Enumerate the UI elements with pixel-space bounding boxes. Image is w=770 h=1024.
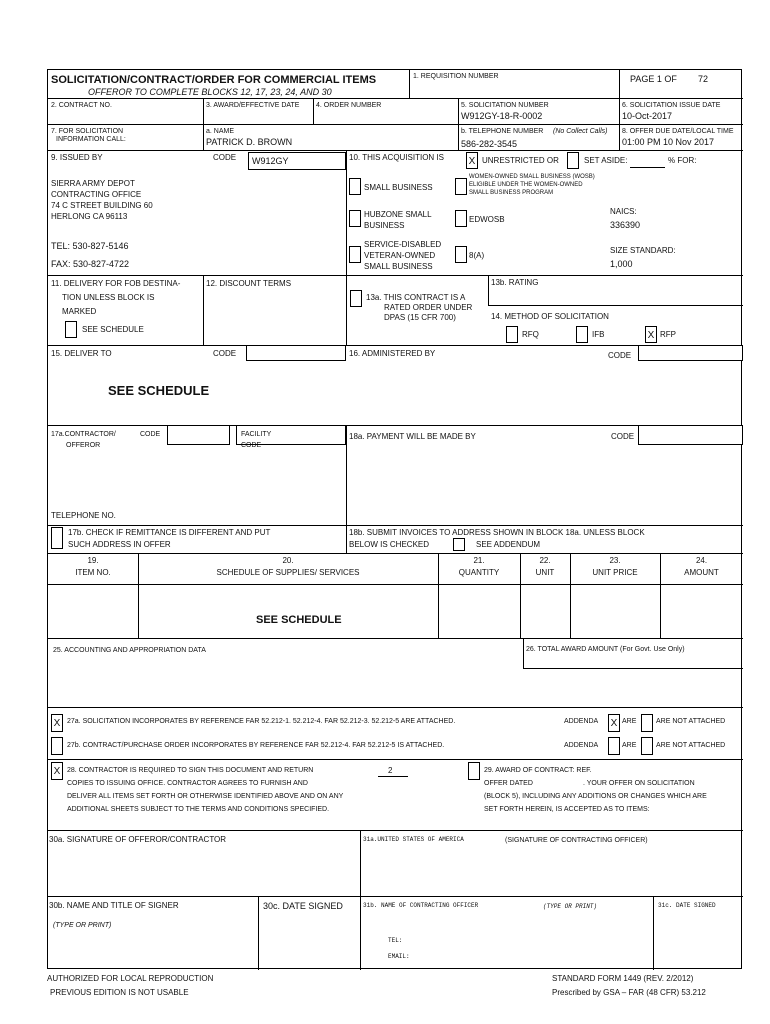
hubzone-label-2: BUSINESS [364,221,405,230]
size-standard-label: SIZE STANDARD: [610,246,676,255]
28-copies: 2 [388,766,393,775]
27a-text: 27a. SOLICITATION INCORPORATES BY REFERENCE FAR 52.212-1. 52.212-4. FAR 52.212-3. 52.212-5 ARE ATTACHED. [67,718,456,725]
27b-addenda: ADDENDA [564,742,599,749]
administered-code-box[interactable] [638,345,743,361]
27b-are-checkbox[interactable] [608,737,620,755]
deliver-to-value: SEE SCHEDULE [108,383,210,398]
rated-label-2: RATED ORDER UNDER [384,303,473,312]
29-line2b: . YOUR OFFER ON SOLICITATION [583,780,695,787]
invoice-label-3: SEE ADDENDUM [476,540,541,549]
order-number-label: 4. ORDER NUMBER [316,102,382,109]
payment-code-label: CODE [611,432,635,441]
27b-checkbox[interactable] [51,737,63,755]
ifb-checkbox[interactable] [576,326,588,343]
co-date-label: 31c. DATE SIGNED [658,902,716,909]
rating-label: 13b. RATING [491,278,539,287]
set-aside-pct-line[interactable] [630,167,665,168]
issued-by-code: W912GY [252,156,289,166]
27b-text: 27b. CONTRACT/PURCHASE ORDER INCORPORATES BY REFERENCE FAR 52.212-4. FAR 52.212-5 IS ATTACHED. [67,742,445,749]
usa-label: 31a.UNITED STATES OF AMERICA [363,836,464,843]
edwosb-checkbox[interactable] [455,210,467,227]
hubzone-label-1: HUBZONE SMALL [364,210,432,219]
phone-label: b. TELEPHONE NUMBER [461,128,544,135]
rfq-checkbox[interactable] [506,326,518,343]
27b-are: ARE [622,742,637,749]
27a-checkbox[interactable]: X [51,714,63,732]
facility-label-1: FACILITY [241,431,272,438]
col-unit-num: 22. [539,556,551,565]
rated-label-3: DPAS (15 CFR 700) [384,313,456,322]
contact-name: PATRICK D. BROWN [206,137,293,147]
issue-date-label: 6. SOLICITATION ISSUE DATE [622,102,721,109]
wosb-checkbox[interactable] [455,178,467,195]
29-line1: 29. AWARD OF CONTRACT: REF. [484,767,592,774]
co-type-print: (TYPE OR PRINT) [543,903,598,910]
29-line2: OFFER DATED [484,780,533,787]
col-schedule-num: 20. [282,556,294,565]
for-info-label-2: INFORMATION CALL: [56,136,126,143]
eight-a-label: 8(A) [469,251,485,260]
schedule-body: SEE SCHEDULE [256,614,342,626]
invoice-label-1: 18b. SUBMIT INVOICES TO ADDRESS SHOWN IN BLOCK 18a. UNLESS BLOCK [349,528,645,537]
contract-no-label: 2. CONTRACT NO. [51,102,112,109]
name-label: a. NAME [206,128,235,135]
27a-are-checkbox[interactable]: X [608,714,620,732]
29-line3: (BLOCK 5), INCLUDING ANY ADDITIONS OR CHANGES WHICH ARE [484,793,707,800]
wosb-label-2: ELIGIBLE UNDER THE WOMEN-OWNED [469,182,583,188]
sdvosb-label-2: VETERAN-OWNED [364,251,436,260]
fob-label-1: 11. DELIVERY FOR FOB DESTINA- [51,279,181,288]
discount-terms-label: 12. DISCOUNT TERMS [206,279,292,288]
co-signature-label: (SIGNATURE OF CONTRACTING OFFICER) [505,837,648,844]
issue-date: 10-Oct-2017 [622,111,673,121]
rated-label-1: 13a. THIS CONTRACT IS A [366,293,466,302]
offeror-signature-label: 30a. SIGNATURE OF OFFEROR/CONTRACTOR [49,835,227,844]
payment-label: 18a. PAYMENT WILL BE MADE BY [349,432,476,441]
footer-left-2: PREVIOUS EDITION IS NOT USABLE [50,988,189,997]
deliver-to-label: 15. DELIVER TO [51,349,112,358]
telephone-label: TELEPHONE NO. [51,511,116,520]
payment-code-box[interactable] [638,425,743,445]
issued-by-address-4: HERLONG CA 96113 [51,212,128,221]
total-award-label: 26. TOTAL AWARD AMOUNT (For Govt. Use Only) [526,646,685,653]
unrestricted-checkbox[interactable]: X [466,152,478,169]
due-date: 01:00 PM 10 Nov 2017 [622,137,715,147]
col-item-label: ITEM NO. [75,568,111,577]
27a-are-not: ARE NOT ATTACHED [656,718,726,725]
deliver-to-code-box[interactable] [246,345,346,361]
date-signed-label: 30c. DATE SIGNED [263,901,343,911]
col-unit-label: UNIT [535,568,555,577]
for-info-label-1: 7. FOR SOLICITATION [51,128,124,135]
small-business-label: SMALL BUSINESS [364,183,433,192]
29-line4: SET FORTH HEREIN, IS ACCEPTED AS TO ITEMS: [484,806,650,813]
col-quantity-num: 21. [473,556,485,565]
solicitation-number: W912GY-18-R-0002 [461,111,543,121]
facility-label-2: CODE [241,442,262,449]
rated-order-checkbox[interactable] [350,290,362,307]
edwosb-label: EDWOSB [469,215,505,224]
sdvosb-checkbox[interactable] [349,246,361,263]
27b-are-not: ARE NOT ATTACHED [656,742,726,749]
deliver-to-code-label: CODE [213,349,237,358]
remittance-label-1: 17b. CHECK IF REMITTANCE IS DIFFERENT AND PUT [68,528,271,537]
sdvosb-label-3: SMALL BUSINESS [364,262,433,271]
page-total: 72 [698,74,709,84]
set-aside-checkbox[interactable] [567,152,579,169]
28-checkbox[interactable]: X [51,762,63,780]
27b-are-not-checkbox[interactable] [641,737,653,755]
fob-see-schedule-checkbox[interactable] [65,321,77,338]
rfp-checkbox[interactable]: X [645,326,657,343]
contact-phone: 586-282-3545 [461,139,518,149]
remittance-checkbox[interactable] [51,527,63,549]
issued-by-fax: FAX: 530-827-4722 [51,259,130,269]
rfq-label: RFQ [522,330,539,339]
contractor-label-1: 17a.CONTRACTOR/ [51,431,116,438]
pct-for-label: % FOR: [668,156,697,165]
unrestricted-label: UNRESTRICTED OR [482,156,559,165]
issued-by-address-1: SIERRA ARMY DEPOT [51,179,135,188]
hubzone-checkbox[interactable] [349,210,361,227]
col-item-num: 19. [87,556,99,565]
wosb-label-1: WOMEN-OWNED SMALL BUSINESS (WOSB) [469,174,595,180]
collect-note: (No Collect Calls) [553,128,608,135]
27a-are-not-checkbox[interactable] [641,714,653,732]
28-line4: ADDITIONAL SHEETS SUBJECT TO THE TERMS AND CONDITIONS SPECIFIED. [67,806,330,813]
contractor-code-box[interactable] [167,425,230,445]
issued-by-tel: TEL: 530-827-5146 [51,241,129,251]
set-aside-label: SET ASIDE: [584,156,628,165]
facility-code-box[interactable] [236,425,346,445]
acquisition-label: 10. THIS ACQUISITION IS [349,153,444,162]
27a-addenda: ADDENDA [564,718,599,725]
signer-type-print: (TYPE OR PRINT) [53,922,112,929]
administered-code-label: CODE [608,351,632,360]
requisition-number-label: 1. REQUISITION NUMBER [413,73,499,80]
col-amount-label: AMOUNT [684,568,719,577]
wosb-label-3: SMALL BUSINESS PROGRAM [469,190,554,196]
accounting-label: 25. ACCOUNTING AND APPROPRIATION DATA [53,647,206,654]
fob-see-schedule-label: SEE SCHEDULE [82,325,144,334]
fob-label-3: MARKED [62,307,97,316]
addendum-checkbox[interactable] [453,538,465,551]
naics-value: 336390 [610,220,641,230]
28-line1: 28. CONTRACTOR IS REQUIRED TO SIGN THIS DOCUMENT AND RETURN [67,767,314,774]
co-name-label: 31b. NAME OF CONTRACTING OFFICER [363,902,479,909]
due-date-label: 8. OFFER DUE DATE/LOCAL TIME [622,128,734,135]
col-quantity-label: QUANTITY [458,568,500,577]
28-line3: DELIVER ALL ITEMS SET FORTH OR OTHERWISE IDENTIFIED ABOVE AND ON ANY [67,793,344,800]
footer-right-2: Prescribed by GSA – FAR (48 CFR) 53.212 [552,988,706,997]
method-label: 14. METHOD OF SOLICITATION [491,312,609,321]
form-title: SOLICITATION/CONTRACT/ORDER FOR COMMERCIAL ITEMS [51,74,377,86]
award-date-label: 3. AWARD/EFFECTIVE DATE [206,102,300,109]
issued-by-address-2: CONTRACTING OFFICE [51,190,142,199]
co-tel-label: TEL: [388,937,403,944]
sf1449-form [47,69,742,969]
rfp-label: RFP [660,330,676,339]
contractor-label-2: OFFEROR [66,442,101,449]
issued-by-address-3: 74 C STREET BUILDING 60 [51,201,153,210]
ifb-label: IFB [592,330,605,339]
eight-a-checkbox[interactable] [455,246,467,263]
form-subtitle: OFFEROR TO COMPLETE BLOCKS 12, 17, 23, 24, AND 30 [88,87,332,97]
footer-left-1: AUTHORIZED FOR LOCAL REPRODUCTION [47,974,214,983]
footer-right-1: STANDARD FORM 1449 (REV. 2/2012) [552,974,694,983]
issued-by-label: 9. ISSUED BY [51,153,103,162]
col-schedule-label: SCHEDULE OF SUPPLIES/ SERVICES [216,568,360,577]
remittance-label-2: SUCH ADDRESS IN OFFER [68,540,171,549]
co-email-label: EMAIL: [388,953,410,960]
size-standard-value: 1,000 [610,259,633,269]
sdvosb-label-1: SERVICE-DISABLED [364,240,442,249]
col-price-num: 23. [609,556,621,565]
29-checkbox[interactable] [468,762,480,780]
signer-name-label: 30b. NAME AND TITLE OF SIGNER [49,901,179,910]
issued-by-code-label: CODE [213,153,237,162]
fob-label-2: TION UNLESS BLOCK IS [62,293,155,302]
contractor-code-label: CODE [140,431,161,438]
col-price-label: UNIT PRICE [592,568,638,577]
28-line2: COPIES TO ISSUING OFFICE. CONTRACTOR AGREES TO FURNISH AND [67,780,308,787]
invoice-label-2: BELOW IS CHECKED [349,540,430,549]
solicitation-number-label: 5. SOLICITATION NUMBER [461,102,549,109]
page-label: PAGE 1 OF [630,74,677,84]
naics-label: NAICS: [610,207,637,216]
col-amount-num: 24. [695,556,708,565]
small-business-checkbox[interactable] [349,178,361,195]
administered-by-label: 16. ADMINISTERED BY [349,349,436,358]
27a-are: ARE [622,718,637,725]
